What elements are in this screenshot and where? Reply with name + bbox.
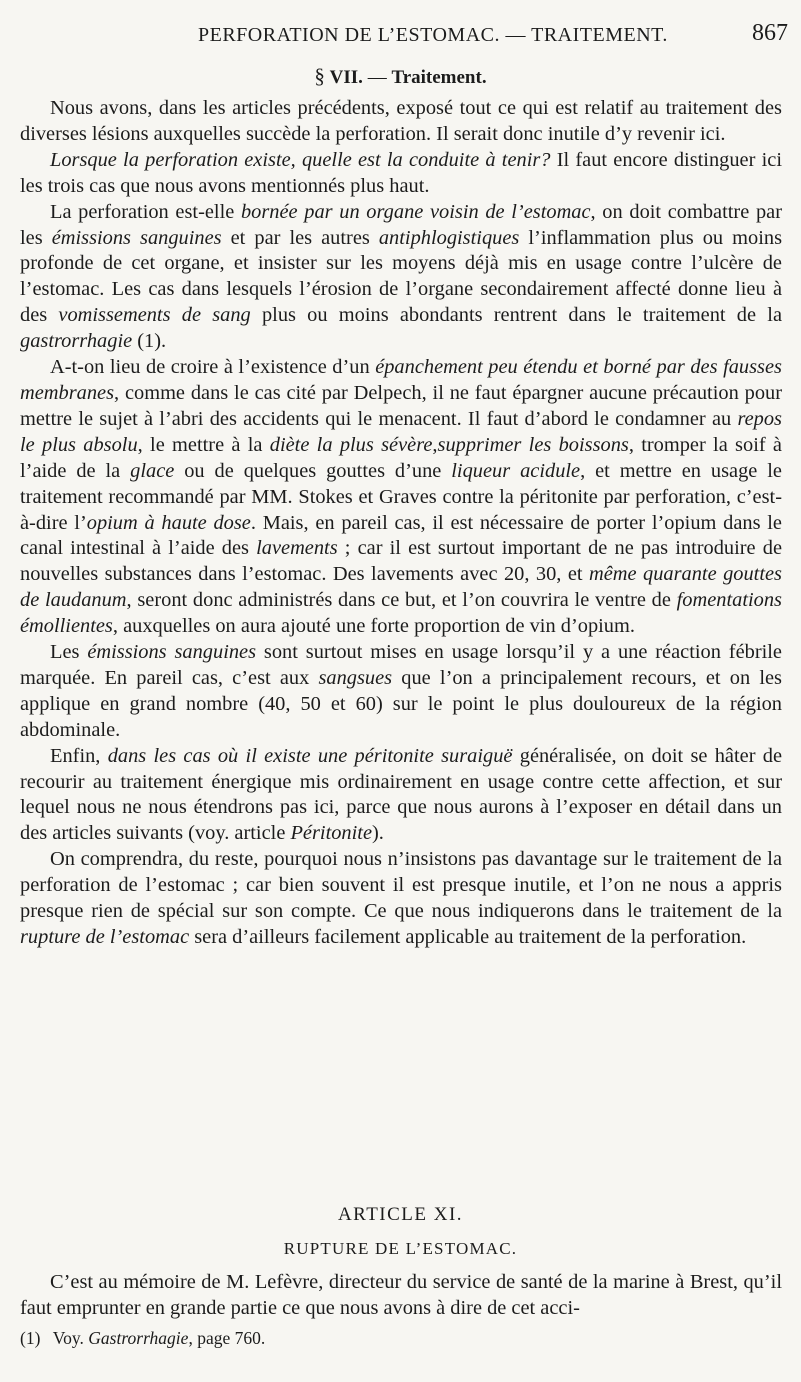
paragraph xyxy=(20,148,782,200)
footnote-marker: (1) xyxy=(20,1328,41,1348)
text-run: , xyxy=(432,433,438,456)
paragraph xyxy=(20,1270,782,1322)
running-header xyxy=(198,14,788,48)
italic-text: glace xyxy=(130,459,175,482)
italic-text: antiphlogistiques xyxy=(378,226,520,249)
article-subtitle: RUPTURE DE L’ESTOMAC. xyxy=(283,1239,518,1258)
text-run: plus ou moins abondants rentrent dans le traitement de la xyxy=(250,304,782,327)
text-run: sont surtout mises en usage lorsqu’il y a une réaction fébrile marquée. En pareil cas, c’est aux xyxy=(20,641,782,689)
section-symbol: § xyxy=(314,64,325,88)
italic-text: dans les cas où il existe une péritonite suraiguë xyxy=(107,744,513,767)
paragraph xyxy=(20,96,782,148)
text-run: Nous avons, dans les articles précédents, exposé tout ce qui est relatif au traitement des diverses lésions auxquelles succède la perforation. Il serait donc inutile d’y revenir ici. xyxy=(20,97,782,145)
italic-text: émissions sanguines xyxy=(51,226,222,249)
footnote-ref: Gastrorrhagie xyxy=(88,1328,189,1348)
running-title: PERFORATION DE L’ESTOMAC. — TRAITEMENT. xyxy=(198,24,668,46)
text-run: que l’on a principalement recours, et on les applique en grand nombre (40, 50 et 60) sur le point le plus douloureux de la région abdominale. xyxy=(20,666,782,741)
italic-text: fomentations émollientes xyxy=(20,589,782,638)
text-run: , et mettre en usage le traitement recommandé par MM. Stokes et Graves contre la péritonite par perforation, c’est-à-dire l’ xyxy=(20,459,782,534)
text-run: , seront donc administrés dans ce but, et l’on couvrira le ventre de xyxy=(126,589,677,612)
italic-text: opium à haute dose xyxy=(86,511,251,534)
text-run: . Mais, en pareil cas, il est nécessaire de porter l’opium dans le canal intestinal à l’aide des xyxy=(20,511,782,560)
section-number: VII. xyxy=(329,67,363,88)
article-body xyxy=(20,1270,782,1322)
section-dash: — xyxy=(367,67,387,88)
italic-text: même quarante gouttes de laudanum xyxy=(20,563,782,612)
italic-text: liqueur acidule xyxy=(451,459,581,482)
text-run: , on doit combattre par les xyxy=(20,200,782,249)
text-run: généralisée, on doit se hâter de recourir au traitement énergique mis ordinairement en usage contre cette affection, et sur lequel nous ne nous étendrons pas ici, parce que nous aurons à l’exposer en détail dans un des articles suivants (voy. article xyxy=(20,744,783,845)
italic-text: Péritonite xyxy=(290,822,373,845)
paragraph xyxy=(20,744,782,848)
page-number: 867 xyxy=(752,20,788,46)
text-run: , auxquelles on aura ajouté une forte proportion de vin d’opium. xyxy=(112,615,635,638)
text-run: sera d’ailleurs facilement applicable au traitement de la perforation. xyxy=(189,926,747,948)
text-run: ou de quelques gouttes d’une xyxy=(174,459,452,482)
italic-text: supprimer les boissons xyxy=(437,433,629,456)
article-title: ARTICLE XI. xyxy=(337,1204,464,1225)
italic-text: épanchement peu étendu et borné par des fausses membranes xyxy=(20,356,782,404)
footnote-text: Voy. xyxy=(52,1328,84,1348)
footnote-page: , page 760. xyxy=(188,1328,266,1348)
text-run: , le mettre à la xyxy=(137,433,270,456)
section-heading xyxy=(0,64,801,89)
text-run: Enfin, xyxy=(50,744,108,767)
text-run: ; car il est surtout important de ne pas introduire de nouvelles substances dans l’estomac. Des lavements avec 20, 30, et xyxy=(20,537,782,586)
text-run: C’est au mémoire de M. Lefèvre, directeur du service de santé de la marine à Brest, qu’il faut emprunter en grande partie ce que nous avons à dire de cet acci- xyxy=(20,1271,782,1319)
text-run: ). xyxy=(372,822,384,845)
text-run: , comme dans le cas cité par Delpech, il ne faut épargner aucune précaution pour mettre le sujet à l’abri des accidents qui le menacent. Il faut d’abord le condamner au xyxy=(20,381,782,430)
italic-text: rupture de l’estomac xyxy=(20,926,190,948)
italic-text: lavements xyxy=(256,537,338,560)
text-run: et par les autres xyxy=(221,226,379,249)
paragraph xyxy=(20,355,782,640)
text-run: Il faut encore distinguer ici les trois cas que nous avons mentionnés plus haut. xyxy=(20,148,782,197)
italic-text: repos le plus absolu xyxy=(20,407,782,456)
italic-text: sangsues xyxy=(318,666,393,689)
italic-text: vomissements de sang xyxy=(58,304,251,327)
section-title: Traitement. xyxy=(391,67,487,88)
paragraph xyxy=(20,847,782,951)
italic-text: gastrorrhagie xyxy=(20,330,133,353)
text-run: On comprendra, du reste, pourquoi nous n’insistons pas davantage sur le traitement de la perforation de l’estomac ; car bien souvent il est presque inutile, et l’on ne nous a appris presque rien de spécial sur son compte. Ce que nous indiquerons dans le traitement de la xyxy=(20,848,782,923)
text-run: l’inflammation plus ou moins profonde de cet organe, et insister sur les moyens déjà mis en usage contre l’ulcère de l’estomac. Les cas dans lesquels l’érosion de l’organe secondairement affecté donne lieu à des xyxy=(20,226,782,327)
section-body xyxy=(20,96,782,951)
paragraph xyxy=(20,640,782,744)
text-run: La perforation est-elle xyxy=(50,200,241,223)
text-run: A-t-on lieu de croire à l’existence d’un xyxy=(50,356,376,379)
italic-text: Lorsque la perforation existe, quelle est la conduite à tenir? xyxy=(50,148,551,171)
text-run: Les xyxy=(50,641,88,664)
text-run: (1). xyxy=(132,330,167,353)
italic-text: diète la plus sévère xyxy=(269,433,433,456)
text-run: , tromper la soif à l’aide de la xyxy=(20,433,782,482)
footnote xyxy=(20,1328,265,1349)
italic-text: bornée par un organe voisin de l’estomac xyxy=(240,200,591,223)
italic-text: émissions sanguines xyxy=(87,641,257,664)
paragraph xyxy=(20,200,782,355)
